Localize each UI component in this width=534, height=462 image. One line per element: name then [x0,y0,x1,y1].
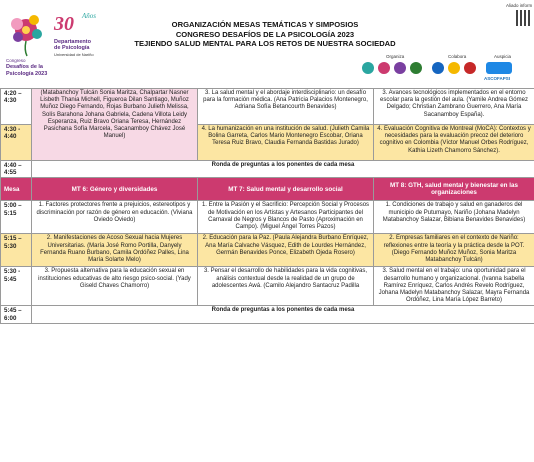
flower-icon [11,15,42,56]
title-line-1: ORGANIZACIÓN MESAS TEMÁTICAS Y SIMPOSIOS [171,20,359,29]
sponsor-logo-2 [378,62,390,74]
mt7-cell: 3. Pensar el desarrollo de habilidades para la vida cognitivas, análisis contextual desde la realidad de un grupo de adolescentes Awá. (Camilo Alejandro Santacruz Padilla [198,267,374,306]
mt6-cell: 1. Factores protectores frente a prejuicios, estereotipos y discriminación por razón de género en educación. (Viviana Oviedo Oviedo) [32,201,198,234]
table-row [1,161,534,178]
top-ally-label: Aliado inform [506,3,533,8]
sponsor-logo-3 [394,62,406,74]
time-cell: 4:40 – 4:55 [1,161,32,178]
mid-cell: 3. La salud mental y el abordaje interdisciplinario: un desafío para la formación médica. (Ana Patricia Palacios Montenegro, Adriana Sofía Betancourth Benavides) [198,89,374,125]
table-row [1,234,534,267]
mt6-cell: 2. Manifestaciones de Acoso Sexual hacia Mujeres Universitarias. (María José Romo Portilla, Danyely Fernanda Ruano Burbano, Camila Ordóñez Palles, Lina María Solarte Melo) [32,234,198,267]
svg-text:de Psicología: de Psicología [54,45,90,51]
sponsor-logo-5 [432,62,444,74]
mt7-header: MT 7: Salud mental y desarrollo social [198,178,374,201]
merged-authors-cell: (Matabanchoy Tulcán Sonia Maritza, Chalpartar Nasner Lisbeth Thania Michell, Figueroa Dilan Santiago, Muñoz Muñoz Diego Fernando, Rojas Burbano Julieth Melissa, Solís Barahona Johana Gabriela, Cadena Villota Leidy Esperanza, Ruiz Bravo Oriana Teresa, Hernández Pasichana Sofía Marcela, Sacanamboy Chávez José Manuel) [32,89,198,161]
time-cell: 5:00 – 5:15 [1,201,32,234]
time-cell: 4:30 - 4:40 [1,125,32,161]
page-header [0,0,534,88]
mt7-cell: 2. Educación para la Paz. (Paula Alejandra Burbano Enríquez, Ana María Calvache Vásquez, Edith de Lourdes Hernández, Germán Benavides Ponce, Elizabeth Ojeda Rosero) [198,234,374,267]
table-row [1,201,534,234]
sponsor-logo-4 [410,62,422,74]
mt8-header: MT 8: GTH, salud mental y bienestar en las organizaciones [374,178,534,201]
ascofapsi-name: ASCOFAPSI [484,76,511,81]
title-line-3: TEJIENDO SALUD MENTAL PARA LOS RETOS DE NUESTRA SOCIEDAD [134,39,396,48]
right-cell: 4. Evaluación Cognitiva de Montreal (MoCA): Contextos y necesidades para la evaluación precoz del deterioro cognitivo en Colombia (Víctor Manuel Orbes Rodríguez, Kathia Lizeth Chamorro Sánchez). [374,125,534,161]
organiza-label: Organiza [386,54,405,59]
mt8-cell: 2. Empresas familiares en el contexto de Nariño: reflexiones entre la teoría y la práctica desde la POT. (Diego Fernando Muñoz Muñoz, Sonia Maritza Matabanchoy Tulcán) [374,234,534,267]
logo-number: 30 [54,13,74,35]
table-row [1,267,534,306]
time-cell: 5:45 – 6:00 [1,306,32,323]
logo-years: Años [82,12,96,20]
svg-text:Desafíos de la: Desafíos de la [6,64,43,70]
sponsor-logo-1 [362,62,374,74]
mt6-header: MT 6: Género y diversidades [32,178,198,201]
congress-logo [4,4,124,84]
qr-code-icon [516,10,532,26]
sponsor-logo-6 [448,62,460,74]
title-line-2: CONGRESO DESAFÍOS DE LA PSICOLOGÍA 2023 [175,29,355,39]
svg-text:Congreso: Congreso [6,58,26,63]
ronda-cell: Ronda de preguntas a los ponentes de cada mesa [32,306,534,323]
svg-text:Universidad de Nariño: Universidad de Nariño [54,52,94,57]
svg-text:Psicología 2023: Psicología 2023 [6,71,48,77]
mt8-cell: 1. Condiciones de trabajo y salud en ganaderos del municipio de Putumayo, Nariño (Johana Madelyn Matabanchoy Salazar, Bibiana Benavides Benavides) [374,201,534,234]
mid-cell: 4. La humanización en una institución de salud. (Julieth Camila Bolina Garreta, Carlos Mario Montenegro Escobar, Oriana Teresa Ruiz Bravo, Claudia Fernanda Bastidas Jurado) [198,125,374,161]
ronda-cell: Ronda de preguntas a los ponentes de cada mesa [32,161,534,178]
colabora-label: Colabora [448,54,467,59]
mt7-cell: 1. Entre la Pasión y el Sacrificio: Percepción Social y Procesos de Motivación en los Artistas y Artesanos Participantes del Carnaval de Negros y Blancos de Pasto (Aproximación en Campo). (Miguel Ángel Torres Pazos) [198,201,374,234]
sponsor-logo-7 [464,62,476,74]
time-cell: 5:30 - 5:45 [1,267,32,306]
right-cell: 3. Avances tecnológicos implementados en el entorno escolar para la gestión del aula. (Yamile Andrea Gómez Delgado; Christian Zambrano Guerrero, Ana María Sacanamboy España). [374,89,534,125]
mt8-cell: 3. Salud mental en el trabajo: una oportunidad para el desarrollo humano y organizacional. (Ivanna Isabella Ramírez Enríquez, Carlos Andrés Revelo Rodríguez, Johana Madelyn Matabanchoy Salazar, Mayra Fernanda Ordóñez, Lina María López Barreto) [374,267,534,306]
time-cell: 5:15 – 5:30 [1,234,32,267]
time-cell: 4:20 – 4:30 [1,89,32,125]
mt6-cell: 3. Propuesta alternativa para la educación sexual en instituciones educativas de alto riesgo psico-social. (Yady Giseld Chaves Chamorro) [32,267,198,306]
table-row [1,89,534,125]
sponsors-block [356,0,534,88]
ascofapsi-logo [486,62,512,74]
table-row [1,306,534,323]
svg-text:Departamento: Departamento [54,39,91,45]
table-header-row [1,178,534,201]
auspicia-label: Auspicia [494,54,512,59]
mesa-header: Mesa [1,178,32,201]
schedule-table [0,88,534,324]
